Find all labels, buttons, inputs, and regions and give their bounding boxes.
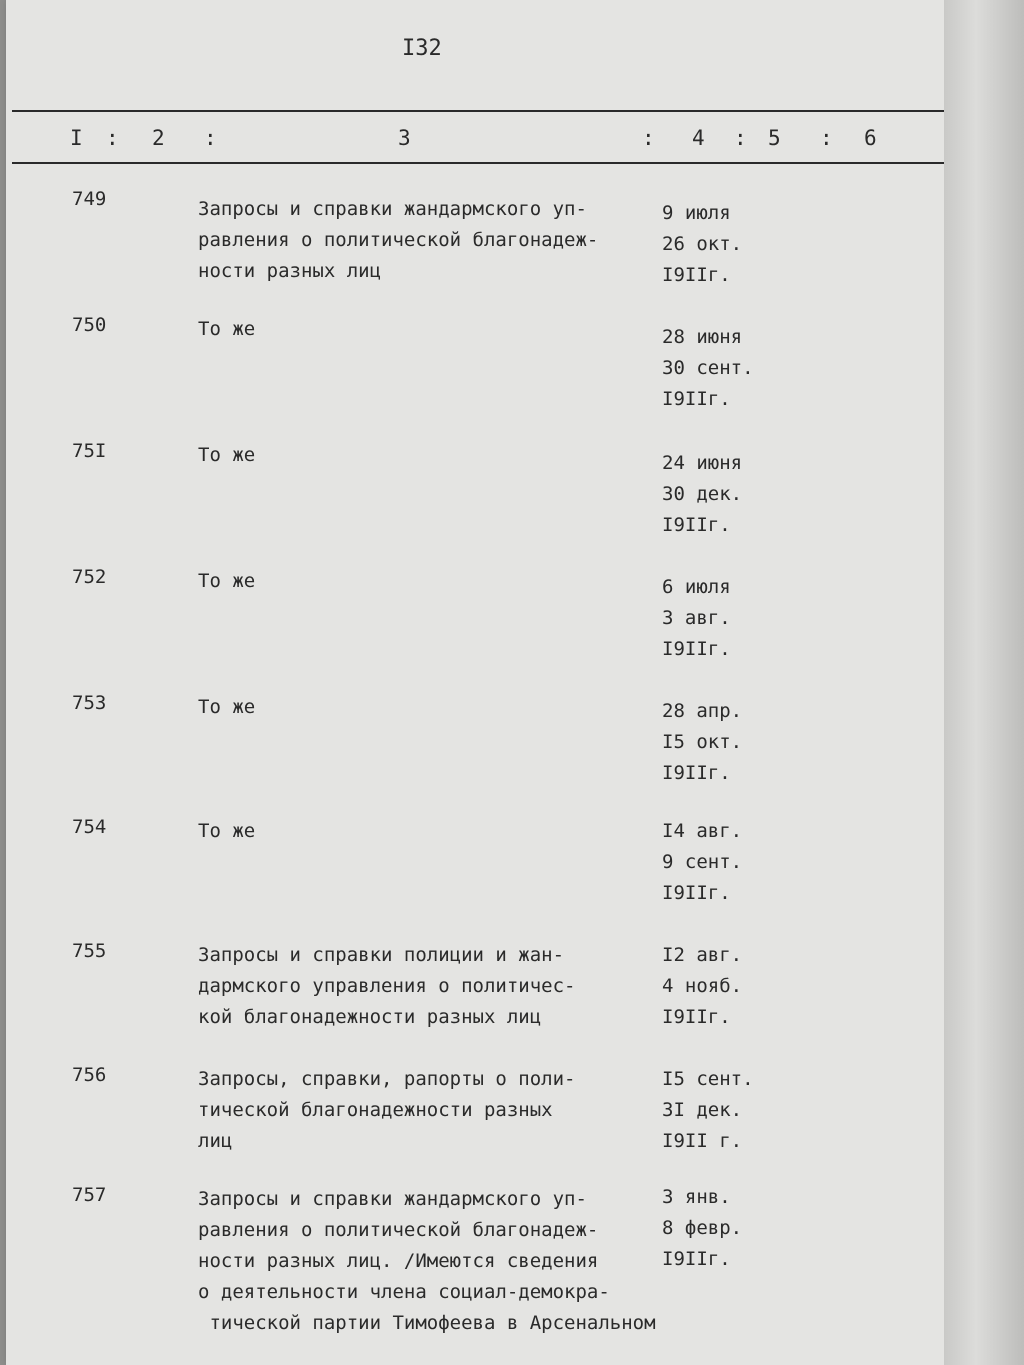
- underlying-page-edge: [944, 0, 1024, 1365]
- entry-dates: I2 авг. 4 нояб. I9IIг.: [662, 944, 743, 1028]
- entry-title: То же: [198, 570, 256, 592]
- entry-title: То же: [198, 696, 256, 718]
- entry-title: Запросы, справки, рапорты о поли- тической благонадежности разных лиц: [198, 1068, 576, 1152]
- entry-dates: I4 авг. 9 сент. I9IIг.: [662, 820, 743, 904]
- entry-title: То же: [198, 318, 256, 340]
- entry-number: 756: [72, 1064, 107, 1086]
- column-header-6: 6: [864, 126, 878, 150]
- column-header-1: I: [70, 126, 84, 150]
- column-separator: :: [106, 126, 120, 150]
- entry-title: Запросы и справки жандармского уп- равления о политической благонадеж- ности разных лиц. /Имеются сведения о деятельности члена социал-демокра- тической партии Тимофеева в Арсенальном: [198, 1188, 656, 1334]
- page-number: I32: [402, 36, 442, 61]
- column-separator: :: [204, 126, 218, 150]
- column-header-3: 3: [398, 126, 412, 150]
- column-header-5: 5: [768, 126, 782, 150]
- entry-dates: 6 июля 3 авг. I9IIг.: [662, 576, 731, 660]
- column-separator: :: [820, 126, 834, 150]
- header-bottom-rule: [12, 162, 944, 164]
- entry-number: 750: [72, 314, 107, 336]
- entry-number: 754: [72, 816, 107, 838]
- entry-dates: 24 июня 30 дек. I9IIг.: [662, 452, 743, 536]
- entry-number: 75I: [72, 440, 107, 462]
- column-header-2: 2: [152, 126, 166, 150]
- entry-title: Запросы и справки полиции и жан- дармского управления о политичес- кой благонадежности разных лиц: [198, 944, 576, 1028]
- entry-number: 749: [72, 188, 107, 210]
- entry-dates: I5 сент. 3I дек. I9II г.: [662, 1068, 754, 1152]
- entry-number: 755: [72, 940, 107, 962]
- column-separator: :: [642, 126, 656, 150]
- column-header-4: 4: [692, 126, 706, 150]
- document-page: [6, 0, 944, 1365]
- entry-number: 752: [72, 566, 107, 588]
- entry-dates: 3 янв. 8 февр. I9IIг.: [662, 1186, 743, 1270]
- entry-title: То же: [198, 444, 256, 466]
- entry-number: 753: [72, 692, 107, 714]
- entry-number: 757: [72, 1184, 107, 1206]
- entry-dates: 9 июля 26 окт. I9IIг.: [662, 202, 743, 286]
- entry-dates: 28 апр. I5 окт. I9IIг.: [662, 700, 743, 784]
- entry-title: То же: [198, 820, 256, 842]
- header-top-rule: [12, 110, 944, 112]
- entry-dates: 28 июня 30 сент. I9IIг.: [662, 326, 754, 410]
- column-separator: :: [734, 126, 748, 150]
- entry-title: Запросы и справки жандармского уп- равления о политической благонадеж- ности разных лиц: [198, 198, 599, 282]
